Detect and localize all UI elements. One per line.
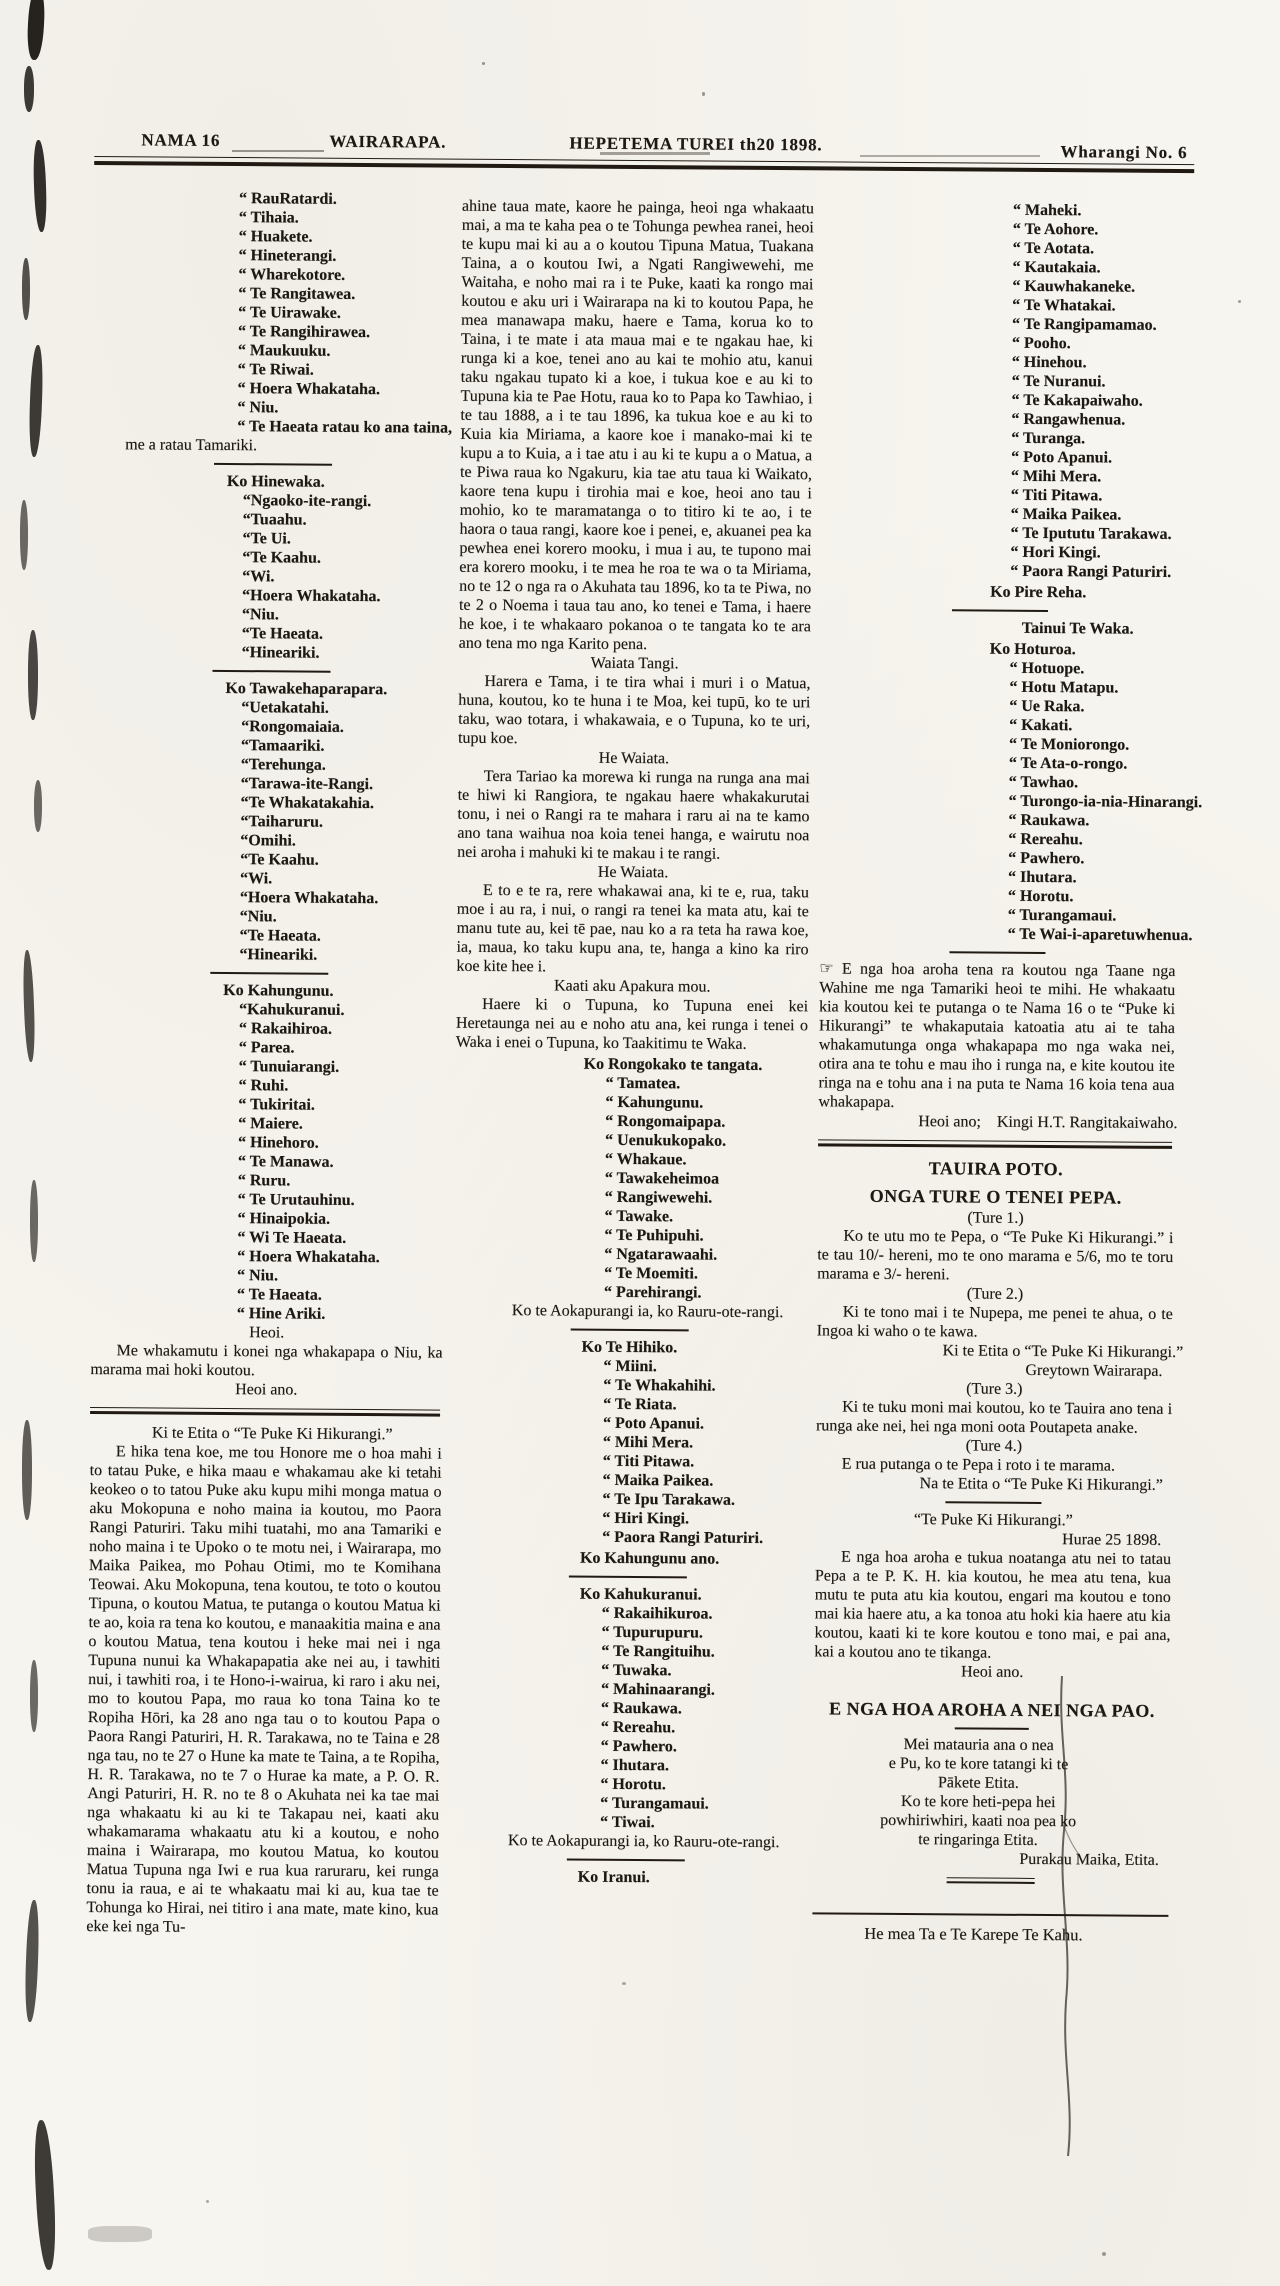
line-q: “Te Kaahu. [240,851,319,869]
line-right: Purakau Maika, Etita. [1019,1850,1159,1869]
line-q: “ Tupurupuru. [601,1623,703,1642]
line-q: “ Whakaue. [604,1150,687,1169]
line-para: Ko te utu mo te Pepa, o “Te Puke Ki Hikurangi.” i te tau 10/- hereni, mo te ono marama e 5/6, mo te toru marama e 3/- hereni. [817,1227,1174,1284]
line-q: “ Hinehou. [1011,353,1087,372]
line-q: “ Uenukukopako. [605,1131,727,1150]
line-q: “ Rereahu. [1008,830,1083,849]
line-para0: ☞ E nga hoa aroha tena ra koutou nga Taane nga Wahine me nga Tamariki heoi te mihi. He whakaatu kia koutou kei te putanga o te Nama 16 o te “Puke ki Hikurangi” te whakaputaia katoatia atu ai te taha whakamutunga onga whakapapa mo nga waka nei, otira ana te tohu e mau iho i runga na, e kite koutou ite ringa na e tohu ana i na puta te Nama 16 koia tena aua whakapapa. [818,960,1176,1111]
line-para: E hika tena koe, me tou Honore me o hoa mahi i to tatau Puke, e hika maau e whakamau ake ki tetahi keokeo o to tatou Puke aku kupu mihi monga matua o aku Mokopuna e noho maina ia koutou, mo Paora Rangi Paturiri. Taku mihi tuatahi, mo ana Tamariki e noho maina i te Upoko o te motu nei, i Wairarapa, mo Maika Paikea, mo Pohau Otimi, mo te Komihana Teowai. Aku Mokopuna, tena koutou, te toto o koutou Tipuna, o koutou Matua, te putanga o koutou Matua ki te ao, koia ra tena ko koutou, e manaakitia maina e ana o koutou Matua, tena koutou i heke mai nei i nga Tupuna nunui ka Whakapapatia ake nei au, i tawhiti nui, i tawhiti roa, i te Hono-i-wairua, ki raro i aku nei, mo to koutou Papa, mo raua ko tona Taina ko te Ropiha Hōri, ka 28 ano nga tau o to koutou Papa o Paora Rangi Paturiri, H. R. Tarakawa, no te Taina e 28 nga tau, no te 27 o Hune ka mate te Taina, a te Ropiha, H. R. Tarakawa, no te 7 o Hurae ka mate, a P. O. R. Angi Paturiri, H. R. no te 8 o Akuhata nei ka tae mai nga whakaatu ki au ki te Takapau nei, kaati aku whakamarama whakaatu atu ki a koutou, e noho maina i Wairarapa, mo koutou Matua, ko koutou Matua Tupuna nga Iwi e rua kua raruraru, kei runga tonu ia raua, e ai te whakaatu mai ki au, kua tae te Tohunga ko Hirai, nei titiro i ana mate, mate kino, kua eke kei nga Tu- [86,1443,442,1936]
line-para: E nga hoa aroha e tukua noatanga atu nei to tatau Pepa a te P. K. H. kia koutou, he mea atu tena, kua mutu te puta atu kia koutou, engari ma koutou e tono mai kia haere atu, a ka tonoa atu hoki kia haere atu kia koutou, kaati ki te kore koutou e tono mai, e pai ana, kai a koutou ano te tikanga. [814,1548,1172,1662]
line-ko: Ko Kahungunu ano. [579,1549,720,1568]
line-q: “ Ihutara. [1007,868,1077,887]
line-ko: Ko Rongokako te tangata. [583,1055,763,1074]
line-center: (Ture 1.) [967,1209,1024,1227]
line-q: “Kahukuranui. [238,1001,345,1019]
line-q: “ Maheki. [1012,201,1082,220]
line-center: Kaati aku Apakura mou. [553,977,711,996]
line-rule [945,1501,1041,1504]
line-q: “ Tunuiarangi. [238,1058,340,1076]
line-q: “ Tawakeheimoa [604,1169,720,1188]
line-ko: Ko Iranui. [577,1868,650,1887]
line-para0: ahine taua mate, kaore he painga, heoi nga whakaatu mai, a ma te kaha pea o te Tohunga pewhea ranei, heoi te kupu mai ki au a o koutou Tipuna Matua, Tuakana Taina, a o koutou Iwi, a Ngati Rangiwewehi, me Waitaha, e noho mai ra i te Puke, kaati ka rongo mai koutou e aku uri i Wairarapa na ki to koutou Papa, he mea manawapa maku, haere e Tama, korua ko to Taina, i te mate i ata maua mai e te ngakau hae, ki runga ki a koe, tenei ano au kai te mohio atu, kanui taku ngakau tupato ki a koe, i tukua koe e au ki to Tupuna kia te Pae Hotu, raua ko to Papa ko Tawhiao, i te tau 1888, a i te tau 1896, ka tukua koe e au ki to Kuia kia Miriama, a kaore koe i manako-mai ki te kupu a to Kuia, a i tae atu i au ki te kupu a o Matua, a te Piwa raua ko Ngakuru, kia tae atu taua ki Waikato, kaore tena kupu i tirohia mai e koe, heoi ano tau i mohio, ko te maramatanga o to titiro ki te ao, i te haora o taua rangi, kaore koe i penei, e, akuanei pea ka pewhea enei korero mooku, i mua i au, te tupono mai era korero mooku, i te mea he roa te wa o ta Miriama, no te 12 o nga ra o Akuhata tau 1896, ko ta te Piwa, no te 2 o Noema i taua tau ano, ko tenei e Tama, i haere he koe, i te whakaaro pokanoa o te tangata ko te ara ano tena mo nga Karito pena. [458,197,814,654]
line-sign: Heoi ano; Kingi H.T. Rangitakaiwaho. [918,1113,1178,1132]
line-q: “ Horotu. [1007,887,1074,906]
line-hang: me a ratau Tamariki. [125,436,258,455]
line-q: “ Paora Rangi Paturiri. [1010,562,1172,581]
line-q: “ Poto Apanui. [602,1414,704,1433]
line-rule [952,609,1048,612]
line-q: “ Niu. [237,1267,279,1285]
line-rule [569,1576,687,1579]
line-q: “ Rakaihikuroa. [601,1604,713,1623]
line-q: “ Pawhero. [600,1737,677,1756]
line-q: “Niu. [239,908,277,926]
line-q: “ Te Puhipuhi. [604,1226,704,1245]
line-ind: Ki te Etita o “Te Puke Ki Hikurangi.” [942,1342,1184,1362]
line-q: “ Hinehoro. [237,1134,319,1152]
line-q: “ Ue Raka. [1009,697,1085,716]
line-q: “Hineariki. [241,644,320,662]
line-qa: “ Huakete. [238,228,313,246]
line-center: (Ture 2.) [966,1285,1024,1303]
line-q: “ Te Ipututu Tarakawa. [1010,524,1172,543]
line-q: “ Ihutara. [600,1756,670,1775]
line-qa: “ Wharekotore. [238,266,346,284]
line-q: “ Tawake. [604,1207,674,1226]
line-q: “Te Kaahu. [242,549,321,567]
line-q: “ Turanga. [1011,429,1086,448]
line-q: “ Te Haeata. [236,1286,322,1304]
line-q: “ Tamatea. [605,1074,681,1093]
line-para: Ki te tono mai i te Nupepa, me penei te ahua, o te Ingoa ki waho o te kawa. [816,1303,1173,1341]
line-q: “ Ruru. [237,1172,291,1190]
line-para: Ki te tuku moni mai koutou, ko te Tauira ano tena i runga ake nei, hei nga moni oota Poutapeta anake. [815,1398,1173,1437]
line-center: Waiata Tangi. [590,654,679,673]
line-q: “ Paora Rangi Paturiri. [602,1528,764,1547]
line-qa: “ Tihaia. [238,209,299,227]
line-q: “Tuaahu. [242,511,307,529]
line-q: “ Tuwaka. [601,1661,672,1680]
line-right: Hurae 25 1898. [1062,1531,1162,1549]
line-q: “ Horotu. [600,1775,666,1794]
line-q: “ Mihi Mera. [602,1433,694,1452]
line-q: “ Te Kakapaiwaho. [1011,391,1143,410]
line-ko: Ko Hinewaka. [226,472,325,491]
line-q: “ Tukiritai. [238,1096,315,1114]
line-q: “ Te Wai-i-aparetuwhenua. [1007,925,1193,945]
line-q: “ Raukawa. [600,1699,682,1718]
line-q: “Wi. [242,568,275,586]
line-q: “ Hiri Kingi. [602,1509,690,1528]
line-q: “ Kahungunu. [605,1093,704,1112]
line-qa: “ Niu. [237,399,279,417]
line-center: Heoi. [249,1324,285,1342]
line-q: “ Hori Kingi. [1010,543,1101,562]
line-pcen: powhiriwhiri, kaati noa pea ko [880,1811,1077,1831]
line-q: “Wi. [239,870,273,888]
line-srule [955,1727,1029,1730]
line-ko: Ko Te Hihiko. [581,1338,678,1357]
line-q: “Te Whakatakahia. [240,794,374,813]
line-q: “ Te Whatakai. [1012,296,1116,315]
line-drule [818,1139,1172,1149]
line-q: “Omihi. [240,832,296,850]
line-hang: Ko te Aokapurangi ia, ko Rauru-ote-rangi. [511,1302,784,1322]
line-pcen: Pākete Etita. [937,1774,1019,1792]
line-para: Tera Tariao ka morewa ki runga na runga ana mai te hiwi ki Rangiora, te ngakau haere whakakurutai tonu, i nei o Rangi ra te mahara i raru ai na te kamo ano tana waihua noa koia tenei hanga, e wairutu noa nei aroha i mahuki ki te makau i te rangi. [457,767,810,863]
line-q: “ Parehirangi. [603,1283,702,1302]
line-q: “ Te Rangipamamao. [1012,315,1157,334]
line-qa: “ Maukuuku. [237,342,331,360]
line-q: “ Te Ata-o-rongo. [1008,754,1128,773]
line-q: “ Titi Pitawa. [602,1452,695,1471]
line-rule [210,972,328,975]
line-pcen: Ko te kore heti-pepa hei [900,1792,1056,1812]
column-left [86,188,451,1939]
line-q: “ Te Ipu Tarakawa. [602,1490,736,1509]
line-rule [949,951,1045,954]
line-q: “Hineariki. [239,946,318,964]
line-center: Heoi ano. [961,1663,1024,1681]
line-q: “Te Ui. [242,530,291,548]
line-q: “Te Haeata. [239,927,321,945]
line-q: “Ngaoko-ite-rangi. [242,492,372,511]
line-q: “ Rangawhenua. [1011,410,1126,429]
line-qa: “ Te Haeata ratau ko ana taina, [237,418,453,437]
line-q: “Terehunga. [240,756,326,774]
line-q: “ Kauwhakaneke. [1012,277,1136,296]
masthead-date: HEPETEMA TUREI th20 1898. [569,133,823,155]
line-title: ONGA TURE O TENEI PEPA. [869,1185,1122,1208]
line-q: “ Tawhao. [1008,773,1079,792]
line-para: Haere ki o Tupuna, ko Tupuna enei kei Heretaunga nei au e noho atu ana, kei runga i tenei o Waka i enei o Tupuna, ko Taakitimu te Waka. [455,995,809,1053]
line-q: “ Turangamaui. [1007,906,1117,925]
line-para: E rua putanga o te Pepa i roto i te marama. [841,1455,1116,1475]
line-title: TAUIRA POTO. [928,1158,1064,1180]
line-q: “Tamaariki. [240,737,325,755]
line-q: “ Mahinaarangi. [600,1680,715,1699]
line-q: “ Pooho. [1011,334,1071,353]
line-q: “ Tiwai. [600,1813,655,1832]
line-q: “Taiharuru. [240,813,324,831]
line-center: Heoi ano. [235,1381,298,1399]
line-q: “Te Haeata. [241,625,324,643]
line-ko: Ko Hoturoa. [989,640,1076,659]
line-q: “ Te Moemiti. [604,1264,698,1283]
line-q: “ Rangiwewehi. [604,1188,713,1207]
line-q: “ Te Nuranui. [1011,372,1106,391]
line-q: “ Wi Te Haeata. [237,1229,347,1247]
line-q: “ Te Manawa. [237,1153,334,1171]
line-center: He Waiata. [598,749,670,768]
line-qa: “ Hoera Whakataha. [237,380,381,399]
line-q: “ Rakaihiroa. [238,1020,333,1038]
line-q: “ Parea. [238,1039,295,1057]
line-q: “ Ruhi. [238,1077,289,1095]
line-ko: Ko Tawakehaparapara. [225,679,388,699]
line-q: “ Hotuope. [1009,659,1085,678]
line-rule [213,670,331,673]
line-qa: “ Te Riwai. [237,361,314,379]
line-q: “Rongomaiaia. [241,718,344,736]
line-q: “ Titi Pitawa. [1010,486,1103,505]
line-title: E NGA HOA AROHA A NEI NGA PAO. [828,1698,1155,1721]
line-q: “ Miini. [603,1357,657,1376]
line-q: “ Hinaipokia. [237,1210,331,1228]
line-q: “ Maika Paikea. [1010,505,1122,524]
masthead-issue-number: NAMA 16 [141,130,221,150]
line-q: “Hoera Whakataha. [242,587,381,606]
line-q: “ Turangamaui. [600,1794,709,1813]
line-rule [567,1859,685,1862]
line-q: “Hoera Whakataha. [239,889,379,908]
line-q: “ Ngatarawaahi. [604,1245,718,1264]
line-q: “ Te Aohore. [1012,220,1099,239]
column-right [812,199,1203,1945]
line-para: Me whakamutu i konei nga whakapapa o Niu, ka marama mai hoki koutou. [90,1342,443,1380]
line-q: “ Maika Paikea. [602,1471,714,1490]
line-srule2 [947,1877,1035,1884]
masthead-page-number: Wharangi No. 6 [1060,142,1188,163]
line-q: “Niu. [241,606,279,624]
line-q: “ Hine Ariki. [236,1305,326,1323]
line-pcen: e Pu, ko te kore tatangi ki te [888,1754,1069,1774]
line-q: “ Poto Apanui. [1011,448,1113,467]
line-pcen: te ringaringa Etita. [918,1831,1038,1849]
line-qa: “ Hineterangi. [238,247,337,265]
line-pcen: Mei matauria ana o nea [903,1735,1054,1755]
line-qa: “ Te Rangihirawea. [237,323,371,342]
line-q: “Tarawa-ite-Rangi. [240,775,374,794]
line-center: (Ture 4.) [965,1437,1023,1455]
line-center: (Ture 3.) [966,1380,1023,1398]
line-ind2: Na te Etita o “Te Puke Ki Hikurangi.” [919,1475,1163,1494]
line-q: “ Te Moniorongo. [1008,735,1130,754]
line-q: “ Te Rangituihu. [601,1642,715,1661]
line-q: “ Te Whakahihi. [603,1376,716,1395]
line-q: “ Kautakaia. [1012,258,1101,277]
line-drule [90,1407,440,1417]
line-q: “ Te Aotata. [1012,239,1095,258]
line-q: “ Te Riata. [603,1395,677,1414]
line-qa: “ Te Uirawake. [238,304,341,322]
line-salut: Ki te Etita o “Te Puke Ki Hikurangi.” [151,1424,393,1444]
line-ko: Ko Kahukuranui. [579,1585,702,1604]
line-q: “ Mihi Mera. [1010,467,1102,486]
line-para: Harera e Tama, i te tira whai i muri i o Matua, huna, koutou, ko te huna i te Moa, kei tupū, ko te uri taku, wao totara, i whakawaia, e o Tupuna, ko te uri, tupu koe. [457,672,811,748]
line-qa: “ Te Rangitawea. [238,285,356,303]
line-q: “ Maiere. [238,1115,303,1133]
line-ko: Ko Kahungunu. [223,981,334,1000]
column-middle [450,197,814,1889]
line-q: “ Rereahu. [600,1718,676,1737]
line-q: “ Kakati. [1009,716,1073,735]
line-q: “ Te Urutauhinu. [237,1191,355,1209]
line-rule [214,463,332,466]
line-hang: Ko te Aokapurangi ia, ko Rauru-ote-rangi. [507,1832,780,1852]
line-q: “ Raukawa. [1008,811,1090,830]
line-qa: “ RauRatardi. [238,190,337,208]
line-q: “Uetakatahi. [241,699,329,717]
masthead-region: WAIRARAPA. [329,131,447,152]
line-center: “Te Puke Ki Hikurangi.” [913,1511,1073,1530]
line-right: Greytown Wairarapa. [1025,1361,1163,1380]
line-ko: Ko Pire Reha. [990,583,1087,602]
line-q: “ Rongomaipapa. [605,1112,726,1131]
line-gap [814,1680,1170,1695]
line-para: E to e te ra, rere whakawai ana, ki te e, rua, taku moe i au ra, i nui, o rangi ra tenei ka mata atu, kai te manu tute au, kei tē pae, nau ko a ra teta ha rawa koe, ia, maua, ko taku kupu ana, te, hanga a kino ka riro koe kite hee i. [456,881,809,976]
line-q: “ Pawhero. [1008,849,1085,868]
line-center: He Waiata. [597,863,669,882]
line-imprint: He mea Ta e Te Karepe Te Kahu. [812,1912,1168,1945]
line-koc: Tainui Te Waka. [1021,619,1134,638]
line-q: “ Hoera Whakataha. [237,1248,380,1267]
line-q: “ Turongo-ia-nia-Hinarangi. [1008,792,1203,812]
line-rule [571,1329,689,1332]
line-q: “ Hotu Matapu. [1009,678,1119,697]
